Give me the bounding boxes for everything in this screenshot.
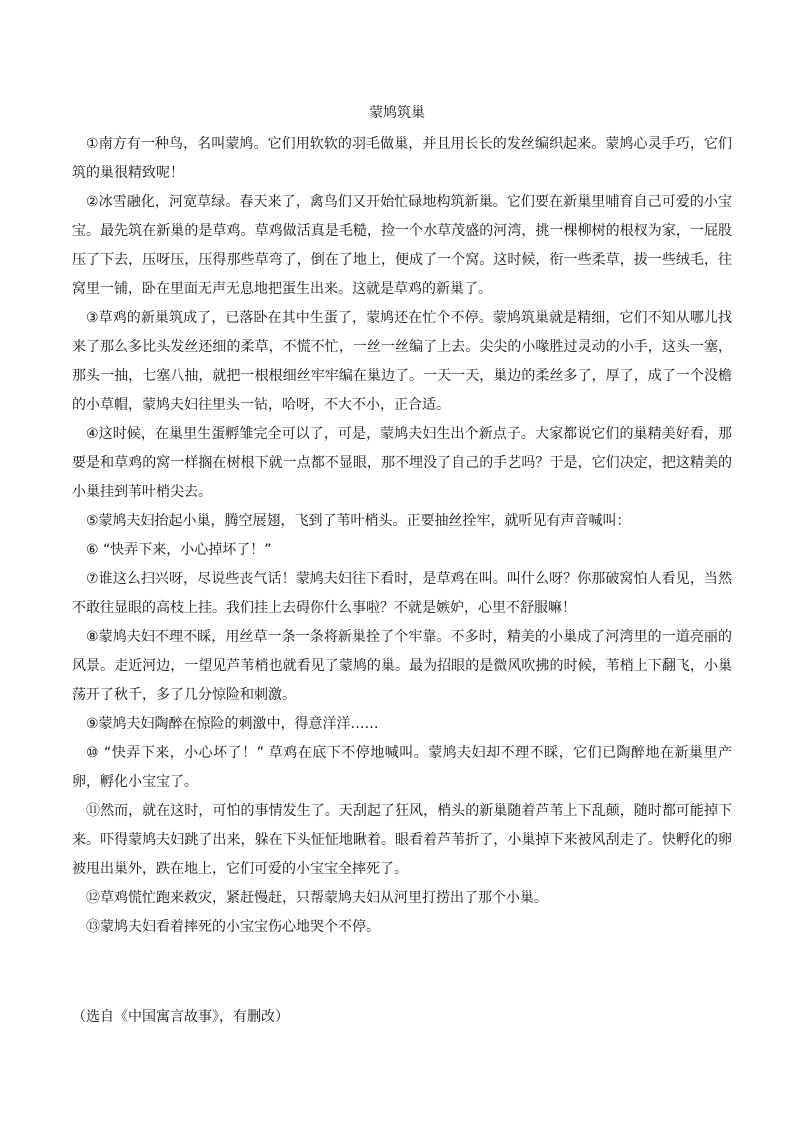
- paragraph-5: ⑤蒙鸠夫妇抬起小巢，腾空展翅，飞到了苇叶梢头。正要抽丝拴牢，就听见有声音喊叫：: [86, 513, 631, 529]
- paragraph-10: ⑩ “快弄下来，小心坏了！” 草鸡在底下不停地喊叫。蒙鸠夫妇却不理不睬，它们已陶醉地在新巢里产卵，孵化小宝宝了。: [72, 745, 732, 790]
- paragraph-9: ⑨蒙鸠夫妇陶醉在惊险的刺激中，得意洋洋……: [86, 716, 379, 732]
- paragraph-2: ②冰雪融化，河宽草绿。春天来了，禽鸟们又开始忙碌地构筑新巢。它们要在新巢里哺育自己可爱的小宝宝。最先筑在新巢的是草鸡。草鸡做活真是毛糙，捡一个水草茂盛的河湾，挑一棵柳树的根杈为家，一屁股压了下去，压呀压，压得那些草弯了，倒在了地上，便成了一个窝。这时候，衔一些柔草，拔一些绒毛，往窝里一铺，卧在里面无声无息地把蛋生出来。这就是草鸡的新巢了。: [72, 194, 732, 297]
- source-citation: （选自《中国寓言故事》，有删改）: [72, 1009, 289, 1025]
- paragraph-7: ⑦谁这么扫兴呀，尽说些丧气话！蒙鸠夫妇往下看时，是草鸡在叫。叫什么呀？你那破窝怕人看见，当然不敢往显眼的高枝上挂。我们挂上去碍你什么事啦？不就是嫉妒，心里不舒服嘛！: [72, 571, 732, 616]
- paragraph-11: ⑪然而，就在这时，可怕的事情发生了。天刮起了狂风，梢头的新巢随着芦苇上下乱颠，随时都可能掉下来。吓得蒙鸠夫妇跳了出来，躲在下头怔怔地瞅着。眼看着芦苇折了，小巢掉下来被风刮走了。快孵化的卵被甩出巢外，跌在地上，它们可爱的小宝宝全摔死了。: [72, 803, 732, 877]
- paragraph-1: ①南方有一种鸟，名叫蒙鸠。它们用软软的羽毛做巢，并且用长长的发丝编织起来。蒙鸠心灵手巧，它们筑的巢很精致呢！: [72, 136, 732, 181]
- paragraph-8: ⑧蒙鸠夫妇不理不睬，用丝草一条一条将新巢拴了个牢靠。不多时，精美的小巢成了河湾里的一道亮丽的风景。走近河边，一望见芦苇梢也就看见了蒙鸠的巢。最为招眼的是微风吹拂的时候，苇梢上下翻飞，小巢荡开了秋千，多了几分惊险和刺激。: [72, 629, 732, 703]
- document-title: 蒙鸠筑巢: [369, 105, 425, 121]
- paragraph-13: ⑬蒙鸠夫妇看着摔死的小宝宝伤心地哭个不停。: [86, 919, 380, 935]
- paragraph-4: ④这时候，在巢里生蛋孵雏完全可以了，可是，蒙鸠夫妇生出个新点子。大家都说它们的巢精美好看，那要是和草鸡的窝一样搁在树根下就一点都不显眼，那不埋没了自己的手艺吗？于是，它们决定，把这精美的小巢挂到苇叶梢尖去。: [72, 426, 732, 500]
- paragraph-12: ⑫草鸡慌忙跑来救灾，紧赶慢赶，只帮蒙鸠夫妇从河里打捞出了那个小巢。: [86, 890, 548, 906]
- paragraph-3: ③草鸡的新巢筑成了，已落卧在其中生蛋了，蒙鸠还在忙个不停。蒙鸠筑巢就是精细，它们不知从哪儿找来了那么多比头发丝还细的柔草，不慌不忙，一丝一丝编了上去。尖尖的小喙胜过灵动的小手，这头一塞，那头一抽，七塞八抽，就把一根根细丝牢牢编在巢边了。一天一天，巢边的柔丝多了，厚了，成了一个没檐的小草帽，蒙鸠夫妇往里头一钻，哈呀，不大不小，正合适。: [72, 310, 732, 413]
- article-body: [72, 130, 732, 942]
- paragraph-6: ⑥ “快弄下来，小心掉坏了！”: [86, 542, 272, 558]
